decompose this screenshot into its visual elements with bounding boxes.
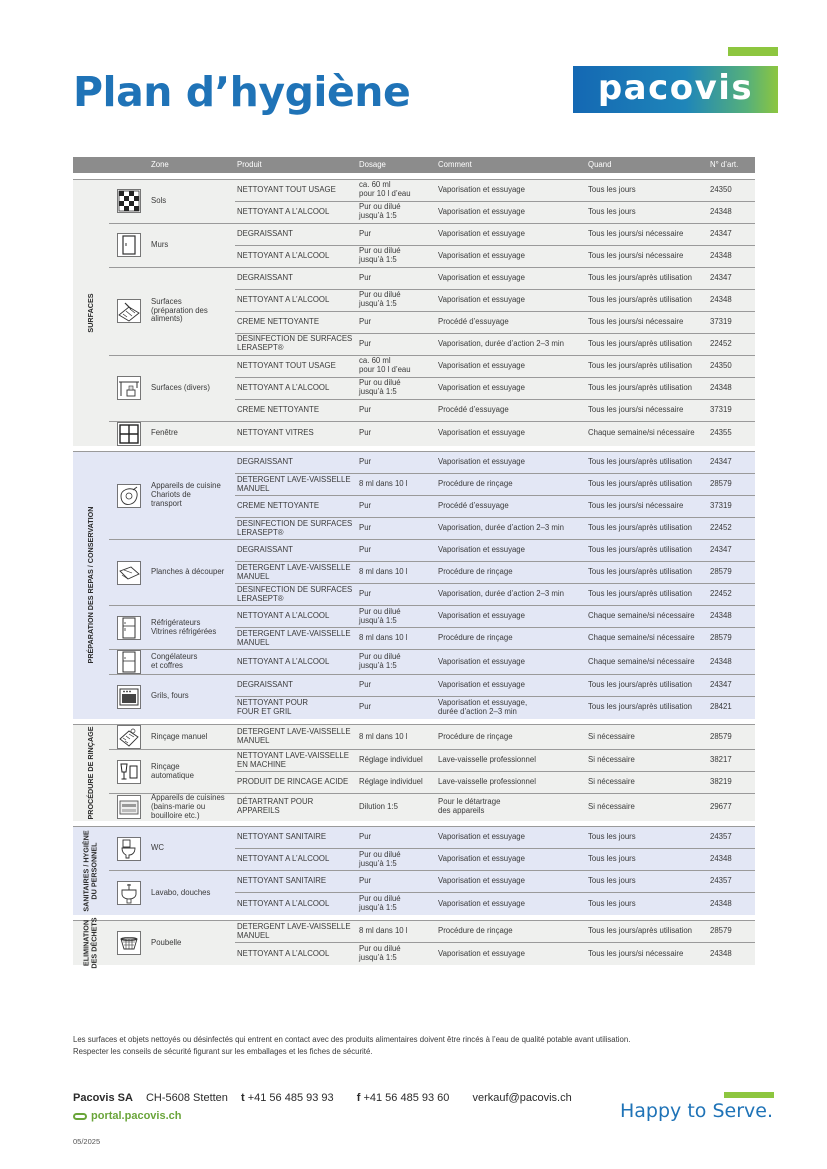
- method-text: Vaporisation et essuyage: [436, 289, 586, 311]
- article-number: 24355: [708, 421, 755, 446]
- link-icon: [73, 1113, 87, 1120]
- frequency-text: Chaque semaine/si nécessaire: [586, 606, 708, 628]
- product-name: NETTOYANT LAVE-VAISSELLE EN MACHINE: [235, 750, 357, 772]
- method-text: Vaporisation et essuyage: [436, 849, 586, 871]
- fridge-icon: [117, 616, 141, 640]
- product-name: NETTOYANT A L’ALCOOL: [235, 893, 357, 915]
- oven-icon: [117, 685, 141, 709]
- dosage-value: Pur ou dilué jusqu’à 1:5: [357, 289, 436, 311]
- product-name: DETERGENT LAVE-VAISSELLE MANUEL: [235, 725, 357, 750]
- product-name: CREME NETTOYANTE: [235, 399, 357, 421]
- article-number: 24357: [708, 871, 755, 893]
- product-name: DEGRAISSANT: [235, 675, 357, 697]
- article-number: 24347: [708, 267, 755, 289]
- kettle-icon: [117, 795, 141, 819]
- method-text: Vaporisation et essuyage: [436, 893, 586, 915]
- zone-label: WC: [149, 827, 235, 871]
- method-text: Vaporisation et essuyage: [436, 452, 586, 474]
- article-number: 24347: [708, 452, 755, 474]
- product-name: DESINFECTION DE SURFACES LERASEPT®: [235, 333, 357, 355]
- table-row: [73, 267, 755, 289]
- method-text: Vaporisation et essuyage: [436, 871, 586, 893]
- method-text: Lave-vaisselle professionnel: [436, 750, 586, 772]
- dosage-value: Réglage individuel: [357, 750, 436, 772]
- article-number: 24347: [708, 540, 755, 562]
- zone-icon-cell: [109, 223, 149, 267]
- toilet-icon: [117, 837, 141, 861]
- frequency-text: Tous les jours/après utilisation: [586, 518, 708, 540]
- article-number: 28421: [708, 697, 755, 719]
- header-zone: Zone: [149, 157, 235, 173]
- method-text: Pour le détartrage des appareils: [436, 794, 586, 821]
- section-3: [73, 827, 755, 915]
- section-label-text: SANITAIRES / HYGIÈNE DU PERSONNEL: [81, 830, 99, 912]
- method-text: Vaporisation et essuyage: [436, 650, 586, 675]
- tel-number: +41 56 485 93 93: [247, 1092, 334, 1104]
- header-comment: Comment: [436, 157, 586, 173]
- article-number: 24347: [708, 675, 755, 697]
- article-number: 24348: [708, 606, 755, 628]
- frequency-text: Tous les jours/après utilisation: [586, 333, 708, 355]
- zone-label: Surfaces (préparation des aliments): [149, 267, 235, 355]
- fax-label: f: [356, 1092, 361, 1104]
- slogan: Happy to Serve.: [620, 1100, 773, 1122]
- product-name: DEGRAISSANT: [235, 452, 357, 474]
- method-text: Vaporisation, durée d’action 2–3 min: [436, 333, 586, 355]
- zone-label: Murs: [149, 223, 235, 267]
- article-number: 22452: [708, 584, 755, 606]
- dosage-value: Pur: [357, 518, 436, 540]
- product-name: DEGRAISSANT: [235, 267, 357, 289]
- article-number: 37319: [708, 311, 755, 333]
- article-number: 24348: [708, 650, 755, 675]
- dosage-value: Pur: [357, 399, 436, 421]
- product-name: CREME NETTOYANTE: [235, 496, 357, 518]
- zone-label: Réfrigérateurs Vitrines réfrigérées: [149, 606, 235, 650]
- dosage-value: ca. 60 ml pour 10 l d’eau: [357, 355, 436, 377]
- zone-icon-cell: [109, 421, 149, 446]
- article-number: 24348: [708, 245, 755, 267]
- method-text: Procédure de rinçage: [436, 921, 586, 943]
- surface-divers-icon: [117, 376, 141, 400]
- product-name: NETTOYANT A L’ALCOOL: [235, 289, 357, 311]
- frequency-text: Tous les jours: [586, 849, 708, 871]
- zone-label: Sols: [149, 179, 235, 223]
- method-text: Procédure de rinçage: [436, 628, 586, 650]
- frequency-text: Tous les jours/après utilisation: [586, 452, 708, 474]
- dosage-value: Pur ou dilué jusqu’à 1:5: [357, 377, 436, 399]
- product-name: DETERGENT LAVE-VAISSELLE MANUEL: [235, 474, 357, 496]
- article-number: 28579: [708, 725, 755, 750]
- article-number: 28579: [708, 562, 755, 584]
- food-surface-icon: [117, 299, 141, 323]
- method-text: Procédure de rinçage: [436, 474, 586, 496]
- product-name: NETTOYANT A L’ALCOOL: [235, 201, 357, 223]
- header-art: N° d’art.: [708, 157, 755, 173]
- product-name: DÉTARTRANT POUR APPAREILS: [235, 794, 357, 821]
- article-number: 29677: [708, 794, 755, 821]
- dosage-value: Pur ou dilué jusqu’à 1:5: [357, 943, 436, 965]
- zone-icon-cell: [109, 267, 149, 355]
- frequency-text: Tous les jours/si nécessaire: [586, 311, 708, 333]
- kitchen-appliance-icon: [117, 484, 141, 508]
- article-number: 24347: [708, 223, 755, 245]
- frequency-text: Chaque semaine/si nécessaire: [586, 650, 708, 675]
- header-icon: [109, 157, 149, 173]
- manual-rinse-icon: [117, 725, 141, 749]
- frequency-text: Tous les jours/après utilisation: [586, 474, 708, 496]
- product-name: DESINFECTION DE SURFACES LERASEPT®: [235, 518, 357, 540]
- contact-line: [73, 1092, 582, 1104]
- section-2: [73, 725, 755, 821]
- method-text: Procédé d’essuyage: [436, 311, 586, 333]
- section-label-text: ELIMINATION DES DÉCHETS: [81, 917, 99, 969]
- zone-icon-cell: [109, 921, 149, 965]
- article-number: 37319: [708, 496, 755, 518]
- section-label-text: PROCÉDURE DE RINÇAGE: [85, 726, 95, 820]
- product-name: NETTOYANT A L’ALCOOL: [235, 377, 357, 399]
- article-number: 24348: [708, 377, 755, 399]
- article-number: 24348: [708, 943, 755, 965]
- section-4: [73, 917, 755, 969]
- article-number: 22452: [708, 333, 755, 355]
- article-number: 24348: [708, 849, 755, 871]
- frequency-text: Tous les jours: [586, 871, 708, 893]
- slogan-accent-bar: [724, 1092, 774, 1098]
- dosage-value: Pur: [357, 675, 436, 697]
- dosage-value: Pur ou dilué jusqu’à 1:5: [357, 201, 436, 223]
- footnote-line-2: Respecter les conseils de sécurité figurant sur les emballages et les fiches de sécurité.: [73, 1046, 373, 1056]
- product-name: NETTOYANT A L’ALCOOL: [235, 943, 357, 965]
- table-row: [73, 827, 755, 849]
- product-name: DETERGENT LAVE-VAISSELLE MANUEL: [235, 628, 357, 650]
- dishwasher-icon: [117, 760, 141, 784]
- frequency-text: Si nécessaire: [586, 725, 708, 750]
- zone-icon-cell: [109, 650, 149, 675]
- method-text: Vaporisation et essuyage: [436, 606, 586, 628]
- article-number: 38217: [708, 750, 755, 772]
- dosage-value: Pur: [357, 827, 436, 849]
- zone-label: Lavabo, douches: [149, 871, 235, 915]
- method-text: Procédure de rinçage: [436, 725, 586, 750]
- product-name: NETTOYANT TOUT USAGE: [235, 355, 357, 377]
- dosage-value: Pur: [357, 871, 436, 893]
- header-dosage: Dosage: [357, 157, 436, 173]
- dosage-value: Pur: [357, 421, 436, 446]
- floor-tiles-icon: [117, 189, 141, 213]
- article-number: 24348: [708, 289, 755, 311]
- logo-accent-bar: [728, 47, 778, 56]
- dosage-value: Réglage individuel: [357, 772, 436, 794]
- frequency-text: Tous les jours/après utilisation: [586, 377, 708, 399]
- product-name: DESINFECTION DE SURFACES LERASEPT®: [235, 584, 357, 606]
- frequency-text: Tous les jours/après utilisation: [586, 584, 708, 606]
- article-number: 24350: [708, 355, 755, 377]
- frequency-text: Si nécessaire: [586, 794, 708, 821]
- method-text: Vaporisation et essuyage: [436, 245, 586, 267]
- frequency-text: Tous les jours/après utilisation: [586, 267, 708, 289]
- hygiene-plan-table: [73, 157, 755, 969]
- method-text: Vaporisation et essuyage: [436, 675, 586, 697]
- product-name: NETTOYANT POUR FOUR ET GRIL: [235, 697, 357, 719]
- product-name: DETERGENT LAVE-VAISSELLE MANUEL: [235, 562, 357, 584]
- pacovis-logo: [573, 47, 778, 113]
- product-name: NETTOYANT A L’ALCOOL: [235, 245, 357, 267]
- zone-label: Planches à découper: [149, 540, 235, 606]
- zone-icon-cell: [109, 540, 149, 606]
- zone-label: Grils, fours: [149, 675, 235, 719]
- method-text: Procédé d’essuyage: [436, 399, 586, 421]
- table-row: [73, 921, 755, 943]
- company-address: CH-5608 Stetten: [145, 1092, 228, 1104]
- method-text: Lave-vaisselle professionnel: [436, 772, 586, 794]
- method-text: Vaporisation, durée d’action 2–3 min: [436, 518, 586, 540]
- table-row: [73, 355, 755, 377]
- zone-icon-cell: [109, 794, 149, 821]
- section-label: [73, 452, 109, 719]
- dosage-value: Pur: [357, 267, 436, 289]
- frequency-text: Tous les jours/après utilisation: [586, 355, 708, 377]
- fax-number: +41 56 485 93 60: [363, 1092, 450, 1104]
- table-row: [73, 650, 755, 675]
- method-text: Procédé d’essuyage: [436, 496, 586, 518]
- window-icon: [117, 422, 141, 446]
- dosage-value: Pur: [357, 584, 436, 606]
- trash-bin-icon: [117, 931, 141, 955]
- footnote-line-1: Les surfaces et objets nettoyés ou désinfectés qui entrent en contact avec des produits alimentaires doivent être rincés à l’eau de qualité potable avant utilisation.: [73, 1035, 631, 1044]
- zone-label: Congélateurs et coffres: [149, 650, 235, 675]
- header-quand: Quand: [586, 157, 708, 173]
- dosage-value: 8 ml dans 10 l: [357, 474, 436, 496]
- method-text: Vaporisation et essuyage: [436, 377, 586, 399]
- table-row: [73, 794, 755, 821]
- section-label: [73, 179, 109, 446]
- sink-icon: [117, 881, 141, 905]
- dosage-value: 8 ml dans 10 l: [357, 921, 436, 943]
- zone-label: Rinçage manuel: [149, 725, 235, 750]
- dosage-value: Pur: [357, 333, 436, 355]
- zone-label: Surfaces (divers): [149, 355, 235, 421]
- frequency-text: Tous les jours/si nécessaire: [586, 496, 708, 518]
- product-name: NETTOYANT A L’ALCOOL: [235, 849, 357, 871]
- method-text: Vaporisation et essuyage: [436, 201, 586, 223]
- article-number: 28579: [708, 628, 755, 650]
- dosage-value: Pur ou dilué jusqu’à 1:5: [357, 606, 436, 628]
- dosage-value: Pur: [357, 311, 436, 333]
- method-text: Vaporisation et essuyage: [436, 827, 586, 849]
- frequency-text: Si nécessaire: [586, 772, 708, 794]
- footnote: [73, 1034, 773, 1057]
- table-row: [73, 421, 755, 446]
- product-name: NETTOYANT A L’ALCOOL: [235, 606, 357, 628]
- article-number: 24348: [708, 893, 755, 915]
- portal-url[interactable]: portal.pacovis.ch: [91, 1110, 182, 1122]
- table-header-row: [73, 157, 755, 173]
- dosage-value: Pur: [357, 496, 436, 518]
- logo-wordmark: pacovis: [573, 66, 778, 113]
- zone-label: Poubelle: [149, 921, 235, 965]
- frequency-text: Tous les jours: [586, 827, 708, 849]
- table-row: [73, 750, 755, 772]
- table-row: [73, 871, 755, 893]
- zone-icon-cell: [109, 355, 149, 421]
- table-row: [73, 179, 755, 201]
- product-name: PRODUIT DE RINCAGE ACIDE: [235, 772, 357, 794]
- section-0: [73, 179, 755, 446]
- dosage-value: Pur ou dilué jusqu’à 1:5: [357, 650, 436, 675]
- article-number: 28579: [708, 921, 755, 943]
- table-row: [73, 725, 755, 750]
- document-date: 05/2025: [73, 1137, 101, 1146]
- frequency-text: Tous les jours/après utilisation: [586, 289, 708, 311]
- article-number: 24357: [708, 827, 755, 849]
- section-label-text: PRÉPARATION DES REPAS / CONSERVATION: [85, 506, 95, 664]
- zone-icon-cell: [109, 725, 149, 750]
- section-1: [73, 452, 755, 719]
- section-label: [73, 827, 109, 915]
- dosage-value: 8 ml dans 10 l: [357, 562, 436, 584]
- tel-label: t: [240, 1092, 245, 1104]
- frequency-text: Tous les jours: [586, 179, 708, 201]
- wall-icon: [117, 233, 141, 257]
- frequency-text: Tous les jours/si nécessaire: [586, 399, 708, 421]
- header-produit: Produit: [235, 157, 357, 173]
- zone-label: Fenêtre: [149, 421, 235, 446]
- method-text: Vaporisation et essuyage: [436, 943, 586, 965]
- article-number: 22452: [708, 518, 755, 540]
- product-name: DEGRAISSANT: [235, 540, 357, 562]
- method-text: Procédure de rinçage: [436, 562, 586, 584]
- method-text: Vaporisation et essuyage: [436, 421, 586, 446]
- article-number: 38219: [708, 772, 755, 794]
- frequency-text: Si nécessaire: [586, 750, 708, 772]
- dosage-value: Pur: [357, 452, 436, 474]
- table-row: [73, 540, 755, 562]
- zone-label: Appareils de cuisines (bains-marie ou bouilloire etc.): [149, 794, 235, 821]
- zone-icon-cell: [109, 827, 149, 871]
- method-text: Vaporisation et essuyage, durée d’action 2–3 min: [436, 697, 586, 719]
- frequency-text: Tous les jours/si nécessaire: [586, 943, 708, 965]
- frequency-text: Tous les jours/si nécessaire: [586, 223, 708, 245]
- page-title: Plan d’hygiène: [73, 68, 411, 116]
- method-text: Vaporisation, durée d’action 2–3 min: [436, 584, 586, 606]
- cutting-board-icon: [117, 561, 141, 585]
- product-name: NETTOYANT A L’ALCOOL: [235, 650, 357, 675]
- section-label-text: SURFACES: [85, 292, 95, 333]
- table-row: [73, 223, 755, 245]
- dosage-value: Pur ou dilué jusqu’à 1:5: [357, 893, 436, 915]
- email-link[interactable]: verkauf@pacovis.ch: [472, 1092, 572, 1104]
- product-name: CREME NETTOYANTE: [235, 311, 357, 333]
- product-name: DETERGENT LAVE-VAISSELLE MANUEL: [235, 921, 357, 943]
- zone-label: Appareils de cuisine Chariots de transport: [149, 452, 235, 540]
- freezer-icon: [117, 650, 141, 674]
- frequency-text: Chaque semaine/si nécessaire: [586, 421, 708, 446]
- dosage-value: 8 ml dans 10 l: [357, 628, 436, 650]
- dosage-value: Pur ou dilué jusqu’à 1:5: [357, 849, 436, 871]
- frequency-text: Tous les jours: [586, 201, 708, 223]
- portal-link[interactable]: [73, 1110, 181, 1122]
- table-row: [73, 452, 755, 474]
- zone-icon-cell: [109, 452, 149, 540]
- zone-icon-cell: [109, 750, 149, 794]
- frequency-text: Tous les jours/après utilisation: [586, 562, 708, 584]
- section-label: [73, 725, 109, 821]
- product-name: DEGRAISSANT: [235, 223, 357, 245]
- frequency-text: Chaque semaine/si nécessaire: [586, 628, 708, 650]
- method-text: Vaporisation et essuyage: [436, 179, 586, 201]
- dosage-value: Pur: [357, 540, 436, 562]
- section-label: [73, 917, 109, 969]
- article-number: 24350: [708, 179, 755, 201]
- article-number: 37319: [708, 399, 755, 421]
- zone-label: Rinçage automatique: [149, 750, 235, 794]
- article-number: 28579: [708, 474, 755, 496]
- method-text: Vaporisation et essuyage: [436, 223, 586, 245]
- zone-icon-cell: [109, 871, 149, 915]
- dosage-value: ca. 60 ml pour 10 l d’eau: [357, 179, 436, 201]
- frequency-text: Tous les jours/après utilisation: [586, 540, 708, 562]
- frequency-text: Tous les jours/après utilisation: [586, 697, 708, 719]
- product-name: NETTOYANT TOUT USAGE: [235, 179, 357, 201]
- dosage-value: Pur ou dilué jusqu’à 1:5: [357, 245, 436, 267]
- frequency-text: Tous les jours/après utilisation: [586, 675, 708, 697]
- frequency-text: Tous les jours/si nécessaire: [586, 245, 708, 267]
- method-text: Vaporisation et essuyage: [436, 355, 586, 377]
- product-name: NETTOYANT SANITAIRE: [235, 871, 357, 893]
- method-text: Vaporisation et essuyage: [436, 540, 586, 562]
- table-row: [73, 606, 755, 628]
- frequency-text: Tous les jours: [586, 893, 708, 915]
- method-text: Vaporisation et essuyage: [436, 267, 586, 289]
- zone-icon-cell: [109, 675, 149, 719]
- dosage-value: Pur: [357, 697, 436, 719]
- dosage-value: Pur: [357, 223, 436, 245]
- header-section: [73, 157, 109, 173]
- zone-icon-cell: [109, 606, 149, 650]
- product-name: NETTOYANT SANITAIRE: [235, 827, 357, 849]
- company-name: Pacovis SA: [73, 1092, 133, 1104]
- product-name: NETTOYANT VITRES: [235, 421, 357, 446]
- dosage-value: 8 ml dans 10 l: [357, 725, 436, 750]
- frequency-text: Tous les jours/après utilisation: [586, 921, 708, 943]
- article-number: 24348: [708, 201, 755, 223]
- zone-icon-cell: [109, 179, 149, 223]
- table-row: [73, 675, 755, 697]
- dosage-value: Dilution 1:5: [357, 794, 436, 821]
